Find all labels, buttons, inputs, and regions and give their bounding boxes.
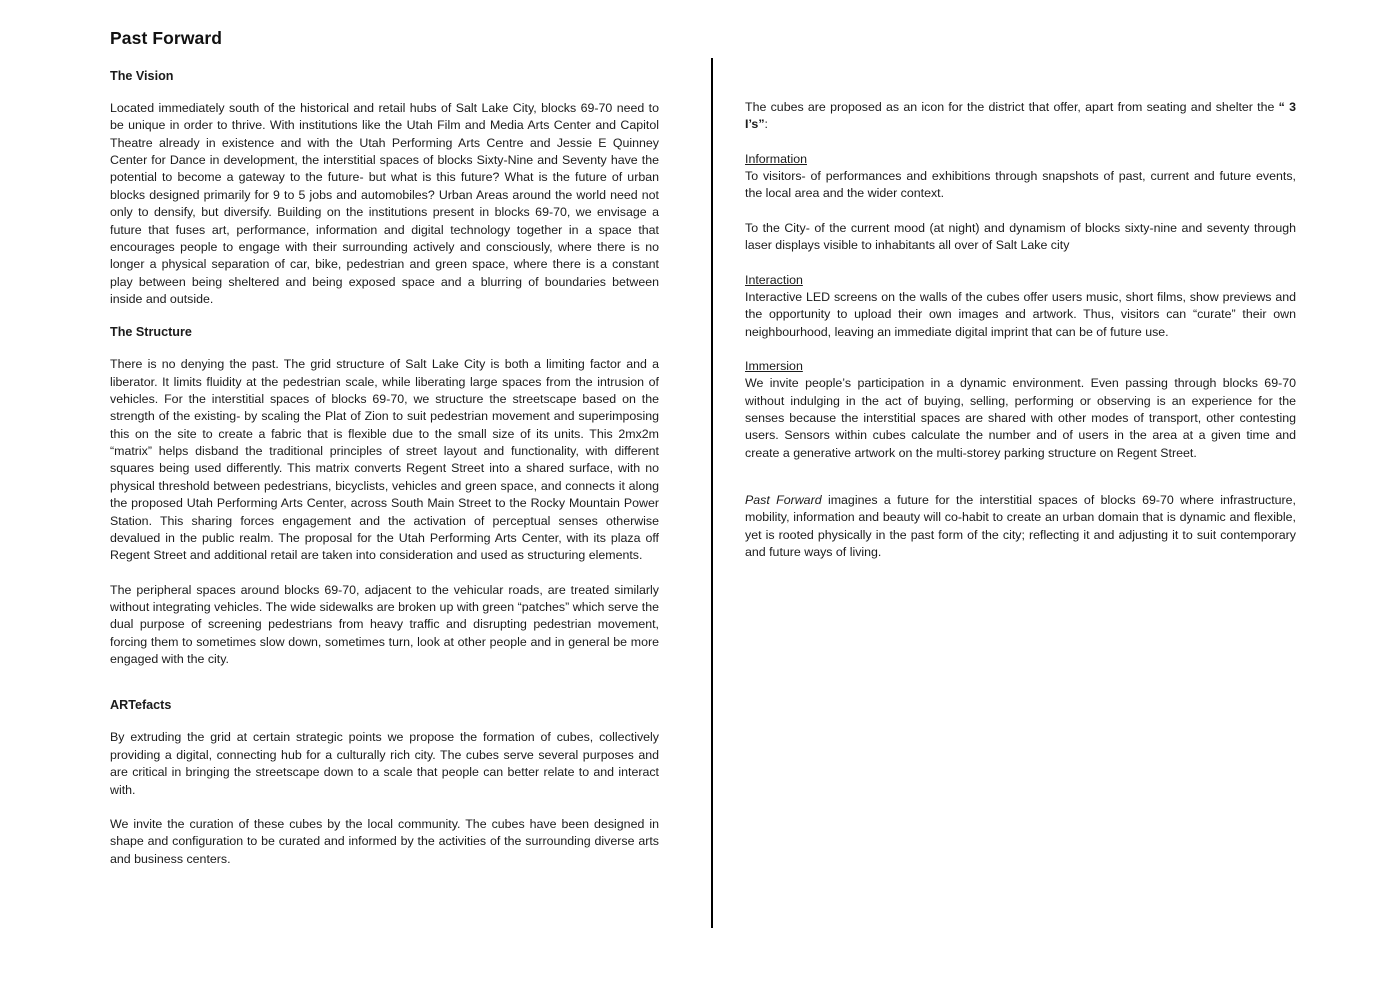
subsection-heading-interaction: Interaction: [745, 272, 803, 287]
paragraph-immersion-1: We invite people’s participation in a dynamic environment. Even passing through blocks 69-70 without indulging in the act of buying, selling, performing or observing is an experience for the senses because the interstitial spaces are shared with other modes of transport, other contesting users. Sensors within cubes calculate the number and of users in the area at a given time and create a generative artwork on the multi-storey parking structure on Regent Street.: [745, 376, 1296, 460]
subsection-heading-immersion: Immersion: [745, 358, 803, 373]
intro-text-pre: The cubes are proposed as an icon for the district that offer, apart from seating and shelter the: [745, 100, 1279, 114]
intro-text-bold: “ 3 I’s”: [745, 100, 1296, 132]
paragraph-interaction-1: Interactive LED screens on the walls of the cubes offer users music, short films, show previews and the opportunity to upload their own images and artwork. Thus, visitors can “curate” their own neighbourhood, leaving an immediate digital imprint that can be of future use.: [745, 289, 1296, 339]
right-column: [745, 99, 1296, 579]
paragraph-information-1: To visitors- of performances and exhibitions through snapshots of past, current and future events, the local area and the wider context.: [745, 169, 1296, 201]
paragraph-intro: [745, 99, 1296, 134]
section-heading-artefacts: ARTefacts: [110, 698, 172, 713]
column-divider: [711, 58, 713, 928]
paragraph-structure-2: The peripheral spaces around blocks 69-70, adjacent to the vehicular roads, are treated similarly without integrating vehicles. The wide sidewalks are broken up with green “patches” which serve the dual purpose of screening pedestrians from heavy traffic and disrupting pedestrian movement, forcing them to sometimes slow down, sometimes turn, look at other people and in general be more engaged with the city.: [110, 582, 659, 667]
closing-text: imagines a future for the interstitial spaces of blocks 69-70 where infrastructure, mobility, information and beauty will co-habit to create an urban domain that is dynamic and flexible, yet is rooted physically in the past form of the city; reflecting it and adjusting it to suit contemporary and future ways of living.: [745, 493, 1297, 560]
paragraph-vision-1: Located immediately south of the historical and retail hubs of Salt Lake City, blocks 69-70 need to be unique in order to thrive. With institutions like the Utah Film and Media Arts Center and Capitol Theatre already in existence and with the Utah Performing Arts Centre and Jessie E Quinney Center for Dance in development, the interstitial spaces of blocks Sixty-Nine and Seventy have the potential to become a gateway to the future- but what is this future? What is the future of urban blocks designed primarily for 9 to 5 jobs and automobiles? Urban Areas around the world need not only to densify, but diversify. Building on the institutions present in blocks 69-70, we envisage a future that fuses art, performance, information and digital technology together in a space that encourages people to engage with their surrounding actively and consciously, where there is no longer a physical separation of car, bike, pedestrian and green space, where there is a constant play between being sheltered and being exposed space and a blurring of boundaries between inside and outside.: [110, 101, 659, 306]
paragraph-structure-1: There is no denying the past. The grid structure of Salt Lake City is both a limiting factor and a liberator. It limits fluidity at the pedestrian scale, while liberating large spaces from the intrusion of vehicles. For the interstitial spaces of blocks 69-70, we structure the streetscape based on the strength of the existing- by scaling the Plat of Zion to suit pedestrian movement and superimposing this on the site to create a fabric that is flexible due to the small size of its units. This 2mx2m “matrix” helps disband the traditional principles of street layout and functionality, with different squares being used differently. This matrix converts Regent Street into a shared surface, with no physical threshold between pedestrians, bicyclists, vehicles and green space, and connects it along the proposed Utah Performing Arts Center, across South Main Street to the Rocky Mountain Power Station. This sharing forces engagement and the activation of perceptual senses otherwise devalued in the public realm. The proposal for the Utah Performing Arts Center, with its plaza off Regent Street and additional retail are taken into consideration and used as structuring elements.: [110, 357, 659, 563]
section-heading-the-structure: The Structure: [110, 325, 192, 340]
section-heading-the-vision: The Vision: [110, 69, 174, 83]
paragraph-closing: [745, 492, 1296, 561]
left-column: [110, 28, 659, 885]
subsection-heading-information: Information: [745, 151, 807, 166]
paragraph-artefacts-1: By extruding the grid at certain strategic points we propose the formation of cubes, collectively providing a digital, connecting hub for a culturally rich city. The cubes serve several purposes and are critical in bringing the streetscape down to a scale that people can better relate to and interact with.: [110, 730, 659, 797]
paragraph-artefacts-2: We invite the curation of these cubes by the local community. The cubes have been designed in shape and configuration to be curated and informed by the activities of the surrounding diverse arts and business centers.: [110, 816, 659, 866]
document-title: Past Forward: [110, 28, 223, 48]
closing-italic-title: Past Forward: [745, 493, 822, 508]
intro-text-post: :: [764, 117, 768, 132]
paragraph-information-2: To the City- of the current mood (at night) and dynamism of blocks sixty-nine and seventy through laser displays visible to inhabitants all over of Salt Lake city: [745, 220, 1296, 253]
